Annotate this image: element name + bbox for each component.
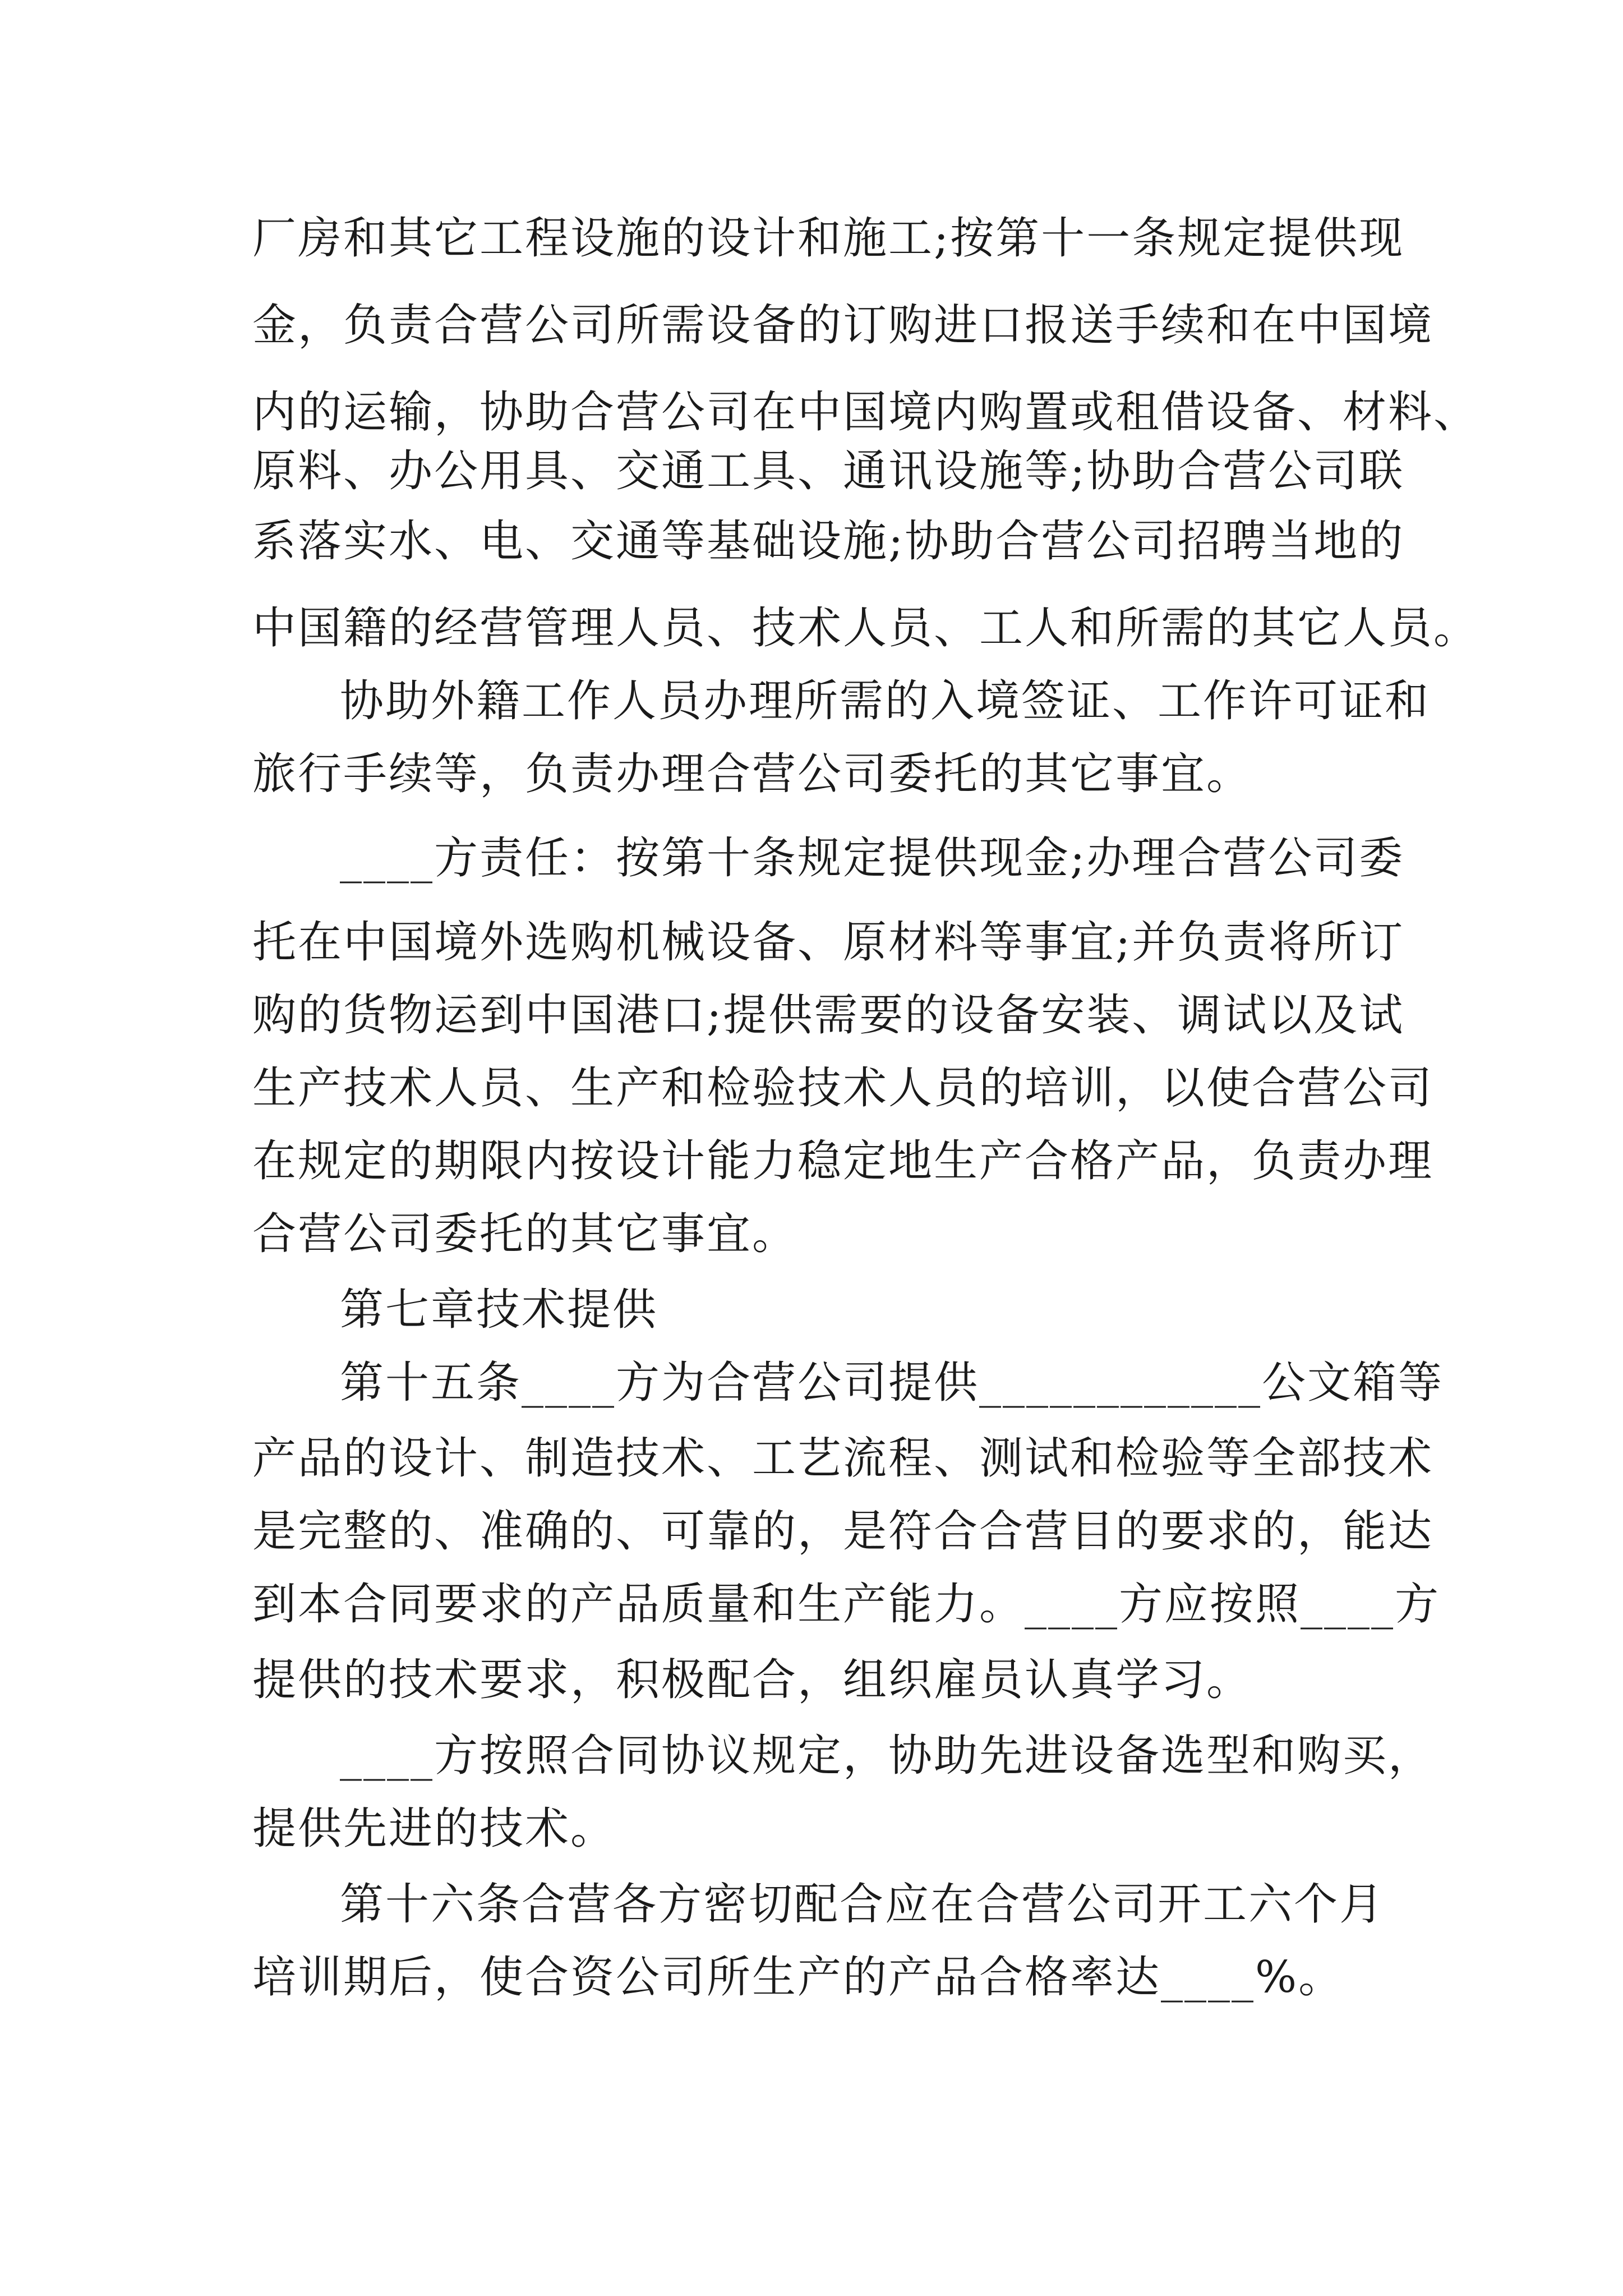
- text-line: 合营公司委托的其它事宜。: [252, 1209, 798, 1259]
- text-line: 是完整的、准确的、可靠的，是符合合营目的要求的，能达: [252, 1506, 1434, 1557]
- text-line: 到本合同要求的产品质量和生产能力。____方应按照____方: [252, 1579, 1441, 1630]
- text-line: 托在中国境外选购机械设备、原材料等事宜;并负责将所订: [252, 917, 1405, 968]
- text-line: 第十五条____方为合营公司提供____________公文箱等: [340, 1358, 1444, 1408]
- text-line: 培训期后，使合资公司所生产的产品合格率达____%。: [252, 1952, 1344, 2003]
- text-line: 原料、办公用具、交通工具、通讯设施等;协助合营公司联: [252, 446, 1405, 496]
- text-line: 提供先进的技术。: [252, 1803, 616, 1854]
- text-line: 中国籍的经营管理人员、技术人员、工人和所需的其它人员。: [252, 603, 1479, 654]
- text-line: 厂房和其它工程设施的设计和施工;按第十一条规定提供现: [252, 213, 1405, 264]
- chapter-heading: 第七章技术提供: [340, 1285, 658, 1335]
- text-line: ____方责任：按第十条规定提供现金;办理合营公司委: [340, 833, 1405, 884]
- text-line: 金，负责合营公司所需设备的订购进口报送手续和在中国境: [252, 300, 1434, 351]
- text-line: 旅行手续等，负责办理合营公司委托的其它事宜。: [252, 749, 1252, 799]
- text-line: 提供的技术要求，积极配合，组织雇员认真学习。: [252, 1655, 1252, 1705]
- text-line: 系落实水、电、交通等基础设施;协助合营公司招聘当地的: [252, 516, 1405, 567]
- text-line: 协助外籍工作人员办理所需的入境签证、工作许可证和: [340, 676, 1431, 726]
- text-line: 购的货物运到中国港口;提供需要的设备安装、调试以及试: [252, 990, 1405, 1041]
- text-line: 产品的设计、制造技术、工艺流程、测试和检验等全部技术: [252, 1433, 1434, 1484]
- text-line: ____方按照合同协议规定，协助先进设备选型和购买，: [340, 1731, 1434, 1781]
- text-line: 生产技术人员、生产和检验技术人员的培训，以使合营公司: [252, 1063, 1434, 1114]
- text-line: 第十六条合营各方密切配合应在合营公司开工六个月: [340, 1879, 1385, 1930]
- text-line: 内的运输，协助合营公司在中国境内购置或租借设备、材料、: [252, 387, 1479, 438]
- text-line: 在规定的期限内按设计能力稳定地生产合格产品，负责办理: [252, 1136, 1434, 1186]
